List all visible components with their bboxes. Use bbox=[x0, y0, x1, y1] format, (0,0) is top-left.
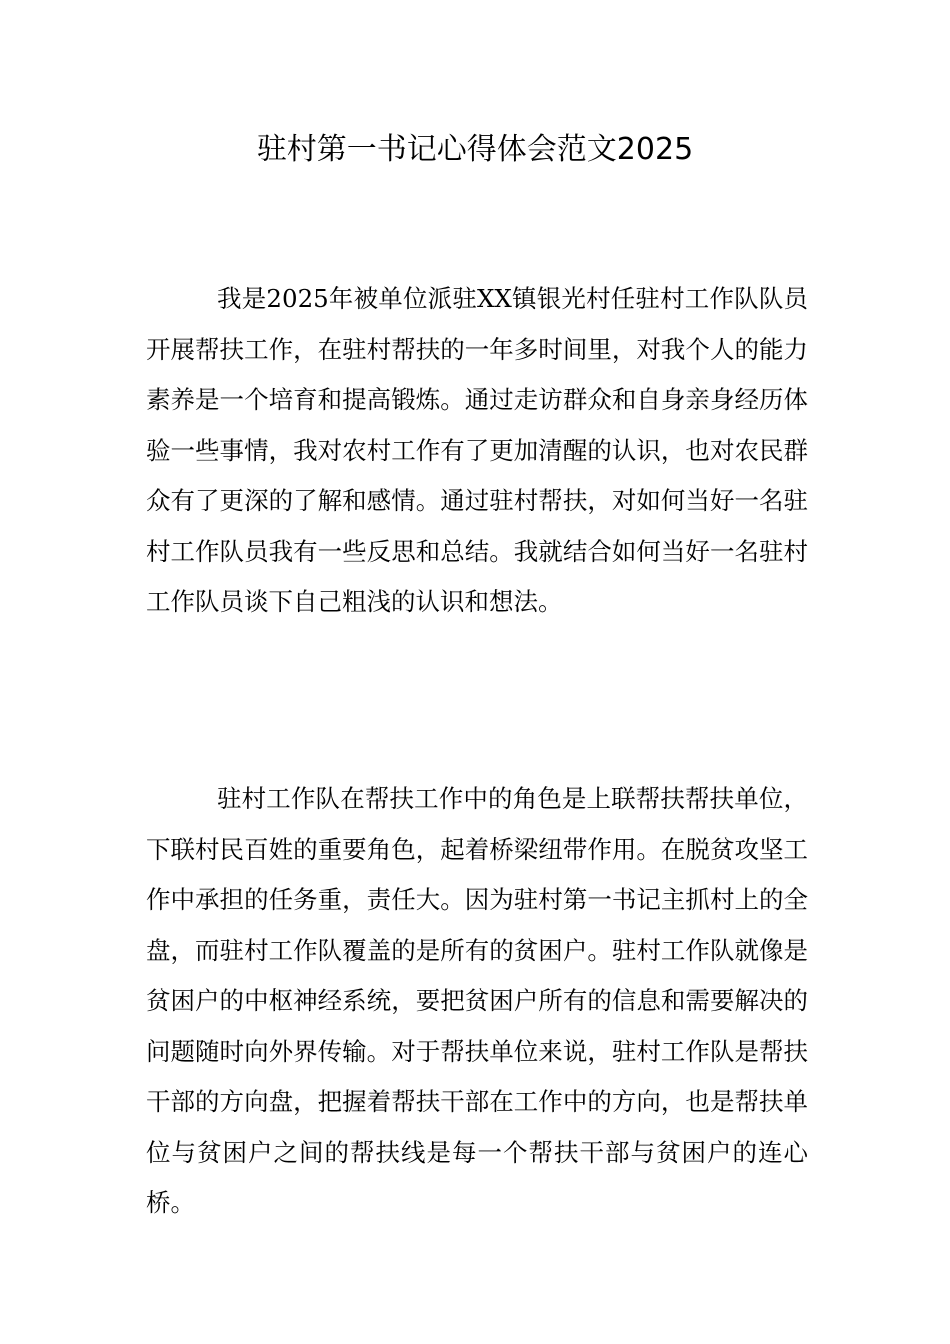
paragraph-2: 驻村工作队在帮扶工作中的角色是上联帮扶帮扶单位，下联村民百姓的重要角色，起着桥梁纽带作用。在脱贫攻坚工作中承担的任务重，责任大。因为驻村第一书记主抓村上的全盘，而驻村工作队覆盖的是所有的贫困户。驻村工作队就像是贫困户的中枢神经系统，要把贫困户所有的信息和需要解决的问题随时向外界传输。对于帮扶单位来说，驻村工作队是帮扶干部的方向盘，把握着帮扶干部在工作中的方向，也是帮扶单位与贫困户之间的帮扶线是每一个帮扶干部与贫困户的连心桥。 bbox=[146, 784, 808, 1217]
paragraph-1: 我是2025年被单位派驻XX镇银光村任驻村工作队队员开展帮扶工作，在驻村帮扶的一年多时间里，对我个人的能力素养是一个培育和提高锻炼。通过走访群众和自身亲身经历体验一些事情，我对农村工作有了更加清醒的认识，也对农民群众有了更深的了解和感情。通过驻村帮扶，对如何当好一名驻村工作队员我有一些反思和总结。我就结合如何当好一名驻村工作队员谈下自己粗浅的认识和想法。 bbox=[146, 284, 808, 616]
document-title: 驻村第一书记心得体会范文2025 bbox=[256, 132, 694, 167]
